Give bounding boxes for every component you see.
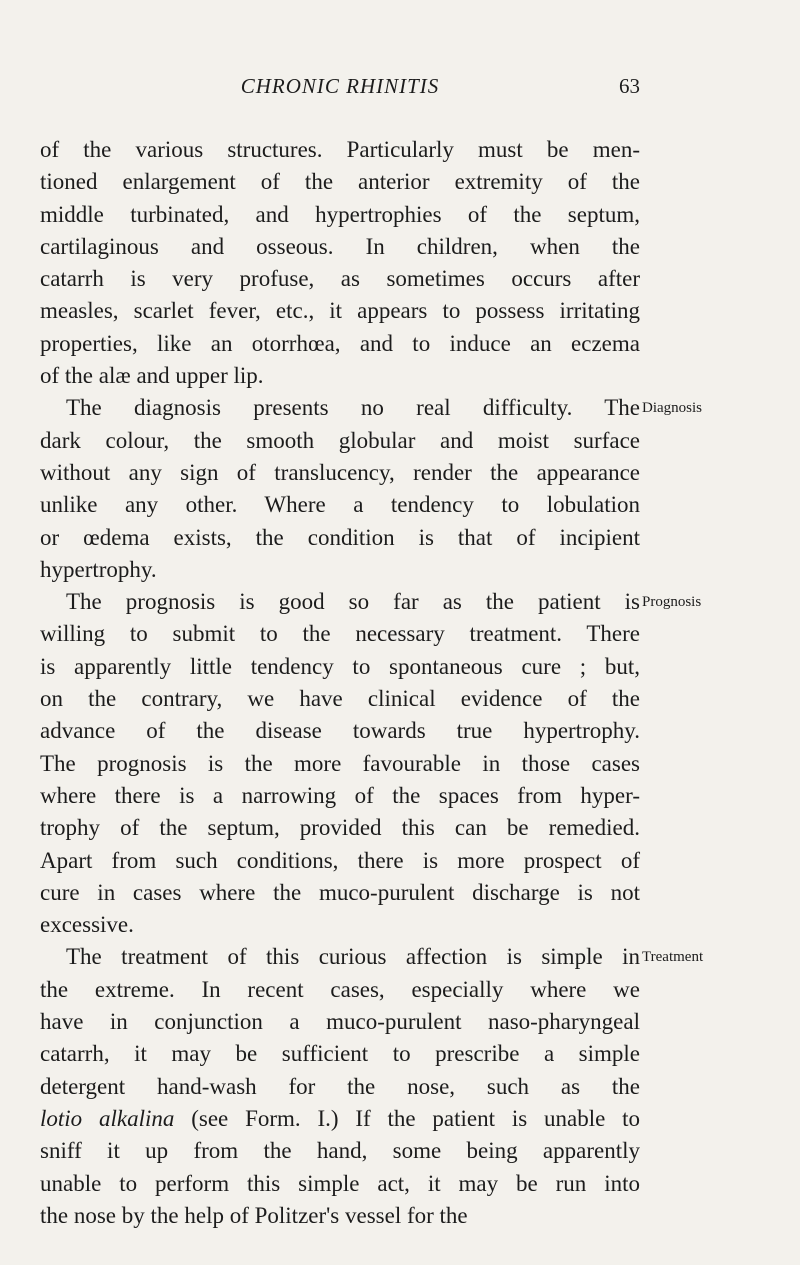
text-line: cure in cases where the muco-purulent discharge is not: [40, 879, 640, 905]
text-line: the extreme. In recent cases, especially where we: [40, 976, 640, 1002]
text-line-with-italic: [40, 1103, 640, 1135]
margin-note-prognosis: Prognosis: [642, 594, 702, 611]
text-line: advance of the disease towards true hypertrophy.: [40, 718, 640, 744]
page-number: 63: [619, 74, 640, 98]
text-line: measles, scarlet fever, etc., it appears to possess irritating: [40, 298, 640, 324]
text-line: where there is a narrowing of the spaces from hyper-: [40, 782, 640, 808]
text-line: willing to submit to the necessary treatment. There: [40, 621, 640, 647]
diagnosis-line: [40, 392, 702, 424]
text-line: cartilaginous and osseous. In children, when the: [40, 233, 640, 259]
text-line: of the various structures. Particularly must be men-: [40, 137, 640, 162]
text-line: unlike any other. Where a tendency to lobulation: [40, 492, 640, 518]
text-line: catarrh is very profuse, as sometimes occurs after: [40, 266, 640, 292]
text-line: Apart from such conditions, there is more prospect of: [40, 847, 640, 873]
text-line: the nose by the help of Politzer's vessel for the: [40, 1202, 468, 1228]
italic-term-lotio: lotio: [40, 1105, 83, 1131]
text-line: middle turbinated, and hypertrophies of the septum,: [40, 201, 640, 227]
text-line-content: (see Form. I.) If the patient is unable to: [191, 1105, 641, 1131]
text-line: sniff it up from the hand, some being apparently: [40, 1138, 640, 1164]
text-line-content: The diagnosis presents no real difficulty. The: [66, 395, 640, 421]
text-line-content: The prognosis is good so far as the patient is: [66, 589, 640, 615]
text-line: unable to perform this simple act, it may be run into: [40, 1170, 640, 1196]
text-line-content: The treatment of this curious affection is simple in: [66, 944, 640, 970]
text-line: dark colour, the smooth globular and moist surface: [40, 427, 640, 453]
text-line: is apparently little tendency to spontaneous cure ; but,: [40, 653, 640, 679]
prognosis-line: [40, 586, 702, 618]
body-text: [40, 134, 704, 1232]
margin-note-treatment: Treatment: [642, 949, 704, 966]
text-line: catarrh, it may be sufficient to prescribe a simple: [40, 1041, 640, 1067]
text-line: detergent hand-wash for the nose, such as the: [40, 1073, 640, 1099]
text-line: of the alæ and upper lip.: [40, 363, 264, 389]
margin-note-diagnosis: Diagnosis: [642, 400, 702, 417]
text-line: excessive.: [40, 912, 134, 938]
text-line: have in conjunction a muco-purulent naso-pharyngeal: [40, 1009, 640, 1035]
text-line: without any sign of translucency, render the appearance: [40, 459, 640, 485]
running-head: [40, 74, 640, 104]
text-line: or œdema exists, the condition is that of incipient: [40, 524, 640, 550]
italic-term-alkalina: alkalina: [99, 1105, 175, 1131]
text-line: properties, like an otorrhœa, and to induce an eczema: [40, 330, 640, 356]
text-line: hypertrophy.: [40, 556, 157, 582]
text-line: on the contrary, we have clinical evidence of the: [40, 686, 640, 712]
text-line: The prognosis is the more favourable in those cases: [40, 750, 640, 776]
text-line: tioned enlargement of the anterior extremity of the: [40, 169, 640, 195]
treatment-line: [40, 941, 704, 973]
running-title: CHRONIC RHINITIS: [240, 74, 440, 98]
text-line: trophy of the septum, provided this can be remedied.: [40, 815, 640, 841]
